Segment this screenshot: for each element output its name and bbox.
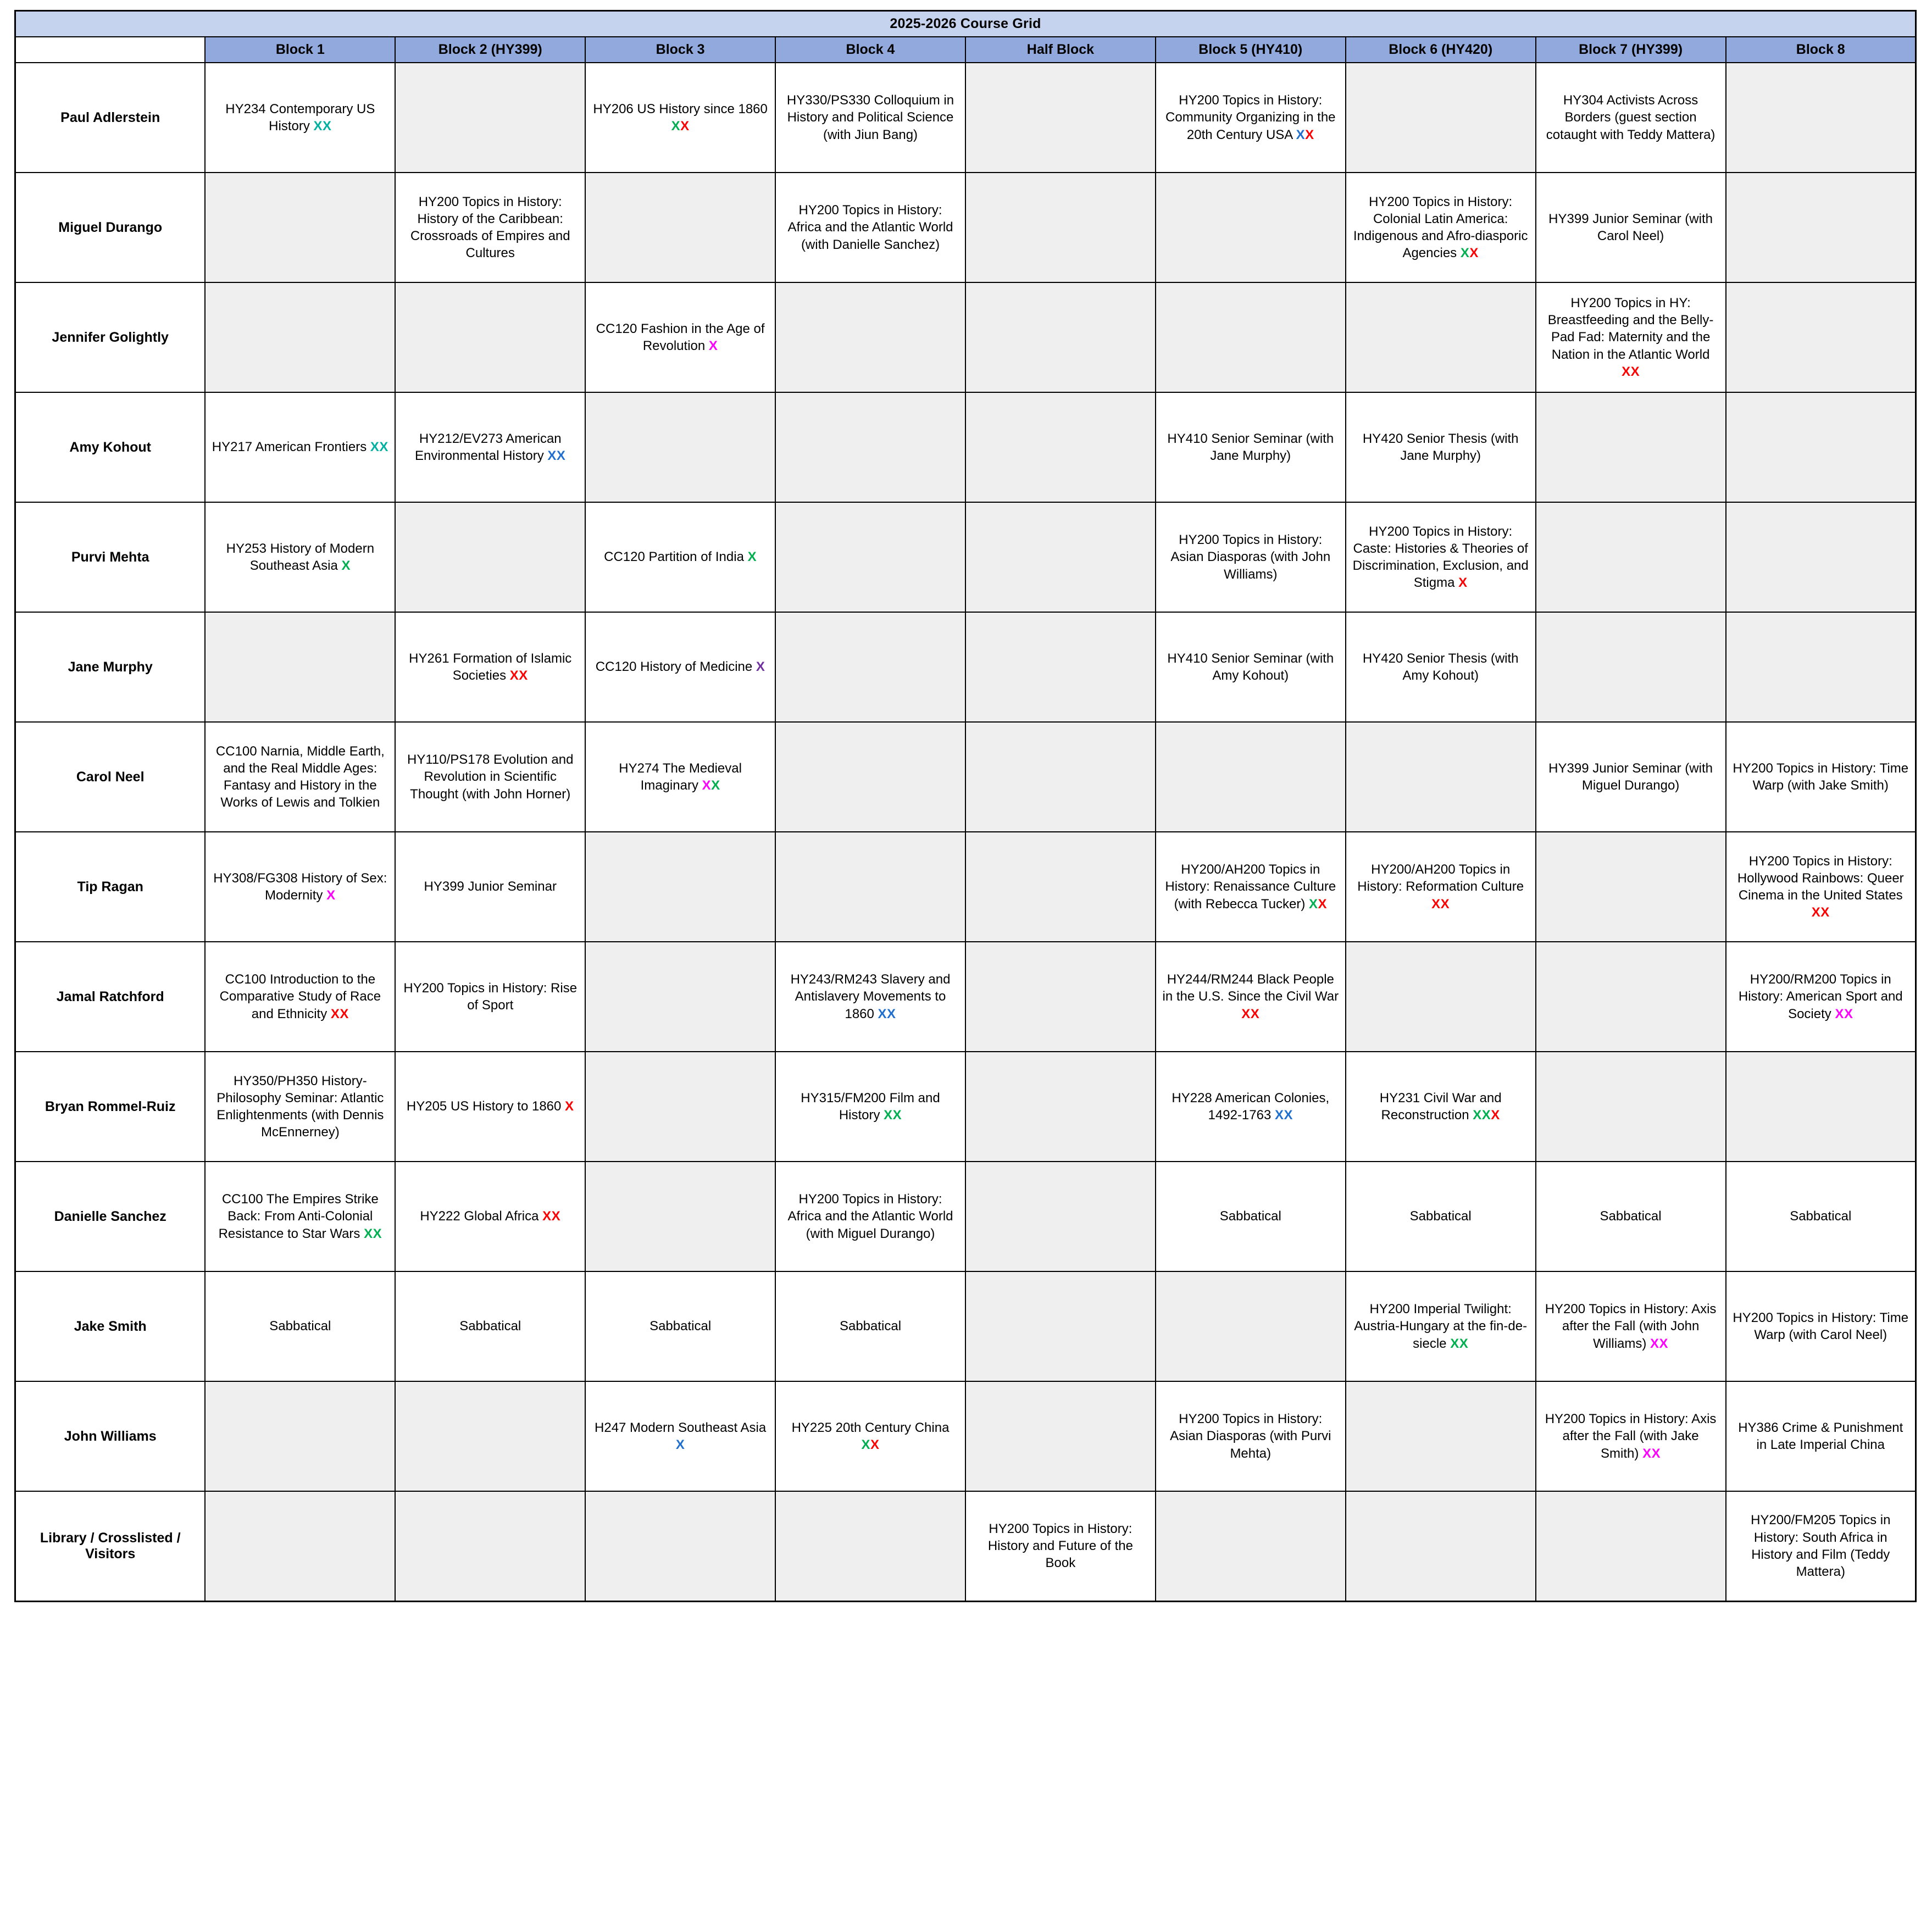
enrollment-mark: XX bbox=[1642, 1446, 1661, 1461]
course-cell bbox=[1346, 392, 1536, 502]
enrollment-mark: X bbox=[1318, 896, 1328, 912]
course-cell bbox=[1346, 832, 1536, 942]
course-cell bbox=[585, 942, 775, 1052]
course-cell bbox=[585, 1381, 775, 1491]
course-text: HY222 Global Africa bbox=[420, 1209, 543, 1224]
course-cell bbox=[1346, 63, 1536, 173]
course-cell bbox=[1536, 392, 1726, 502]
enrollment-mark: X bbox=[702, 778, 712, 793]
course-text: HY231 Civil War and Reconstruction bbox=[1379, 1090, 1502, 1123]
course-cell bbox=[205, 502, 395, 612]
course-cell bbox=[1536, 63, 1726, 173]
course-cell bbox=[965, 722, 1156, 832]
course-cell bbox=[775, 502, 965, 612]
course-cell bbox=[585, 722, 775, 832]
course-cell bbox=[1726, 282, 1916, 392]
course-cell bbox=[395, 173, 585, 282]
course-cell bbox=[1156, 502, 1346, 612]
table-row bbox=[15, 1271, 1916, 1381]
course-cell bbox=[1726, 502, 1916, 612]
course-cell bbox=[965, 502, 1156, 612]
course-text: Sabbatical bbox=[839, 1319, 902, 1334]
enrollment-mark: XX bbox=[547, 448, 566, 463]
course-text: HY200 Topics in History: Asian Diasporas (with Purvi Mehta) bbox=[1170, 1412, 1331, 1461]
column-header-block-7: Block 7 (HY399) bbox=[1536, 37, 1726, 63]
course-text: HY399 Junior Seminar (with Miguel Durango) bbox=[1548, 760, 1713, 793]
course-cell bbox=[1536, 832, 1726, 942]
course-cell bbox=[585, 1162, 775, 1271]
course-cell bbox=[1156, 1491, 1346, 1601]
enrollment-mark: X bbox=[1469, 246, 1479, 261]
course-cell bbox=[965, 942, 1156, 1052]
course-cell bbox=[1346, 282, 1536, 392]
course-text: HY420 Senior Thesis (with Jane Murphy) bbox=[1362, 431, 1519, 463]
course-text: Sabbatical bbox=[1219, 1209, 1281, 1224]
enrollment-mark: XX bbox=[878, 1006, 896, 1021]
enrollment-mark: XX bbox=[370, 440, 388, 455]
course-cell bbox=[965, 173, 1156, 282]
course-cell bbox=[775, 1052, 965, 1162]
course-cell bbox=[965, 282, 1156, 392]
column-header-half-block: Half Block bbox=[965, 37, 1156, 63]
column-header-block-8: Block 8 bbox=[1726, 37, 1916, 63]
course-cell bbox=[1536, 282, 1726, 392]
course-cell bbox=[965, 1052, 1156, 1162]
course-cell bbox=[585, 63, 775, 173]
enrollment-mark: X bbox=[341, 558, 351, 573]
course-cell bbox=[395, 1271, 585, 1381]
course-cell bbox=[395, 392, 585, 502]
column-header-block-3: Block 3 bbox=[585, 37, 775, 63]
course-cell bbox=[1156, 1271, 1346, 1381]
course-cell bbox=[1156, 1162, 1346, 1271]
course-text: HY200 Topics in History: Rise of Sport bbox=[403, 980, 578, 1013]
course-text: Sabbatical bbox=[649, 1319, 712, 1334]
enrollment-mark: XX bbox=[1650, 1336, 1669, 1351]
enrollment-mark: X bbox=[675, 1437, 685, 1452]
grid-body bbox=[15, 63, 1916, 1601]
course-cell bbox=[775, 722, 965, 832]
course-cell bbox=[1536, 942, 1726, 1052]
course-cell bbox=[775, 942, 965, 1052]
course-text: HY330/PS330 Colloquium in History and Political Science (with Jiun Bang) bbox=[786, 93, 954, 142]
column-header-block-6: Block 6 (HY420) bbox=[1346, 37, 1536, 63]
course-text: HY200 Topics in History: Community Organizing in the 20th Century USA bbox=[1165, 93, 1336, 142]
title-row bbox=[15, 11, 1916, 37]
course-text: HY110/PS178 Evolution and Revolution in Scientific Thought (with John Horner) bbox=[407, 752, 574, 802]
course-cell bbox=[1536, 1381, 1726, 1491]
course-text: HY200 Topics in History: History of the Caribbean: Crossroads of Empires and Cultures bbox=[410, 194, 570, 261]
course-cell bbox=[585, 502, 775, 612]
course-cell bbox=[1346, 942, 1536, 1052]
course-cell bbox=[1536, 502, 1726, 612]
enrollment-mark: XX bbox=[1835, 1006, 1853, 1021]
course-cell bbox=[205, 63, 395, 173]
table-row bbox=[15, 1162, 1916, 1271]
faculty-name-cell: Miguel Durango bbox=[15, 173, 206, 282]
course-text: HY200 Topics in History: Hollywood Rainbows: Queer Cinema in the United States bbox=[1737, 853, 1904, 903]
course-cell bbox=[585, 392, 775, 502]
course-cell bbox=[1156, 1381, 1346, 1491]
course-text: H247 Modern Southeast Asia bbox=[595, 1420, 767, 1435]
course-text: HY200/FM205 Topics in History: South Africa in History and Film (Teddy Mattera) bbox=[1751, 1513, 1891, 1579]
column-header-row bbox=[15, 37, 1916, 63]
course-cell bbox=[1726, 612, 1916, 722]
course-cell bbox=[775, 1381, 965, 1491]
enrollment-mark: XX bbox=[1275, 1108, 1293, 1123]
course-cell bbox=[775, 1162, 965, 1271]
enrollment-mark: XX bbox=[364, 1226, 382, 1241]
enrollment-mark: XX bbox=[542, 1209, 561, 1224]
course-text: Sabbatical bbox=[459, 1319, 521, 1334]
course-cell bbox=[205, 282, 395, 392]
course-text: Sabbatical bbox=[269, 1319, 331, 1334]
course-text: CC120 Partition of India bbox=[604, 549, 748, 565]
enrollment-mark: XX bbox=[1811, 905, 1830, 920]
course-cell bbox=[585, 173, 775, 282]
course-cell bbox=[775, 63, 965, 173]
course-text: Sabbatical bbox=[1790, 1209, 1852, 1224]
course-text: CC100 The Empires Strike Back: From Anti-Colonial Resistance to Star Wars bbox=[218, 1192, 379, 1241]
course-text: HY386 Crime & Punishment in Late Imperial China bbox=[1738, 1420, 1903, 1452]
enrollment-mark: X bbox=[861, 1437, 870, 1452]
course-cell bbox=[1346, 1271, 1536, 1381]
course-cell bbox=[395, 722, 585, 832]
enrollment-mark: X bbox=[870, 1437, 880, 1452]
course-text: HY244/RM244 Black People in the U.S. Since the Civil War bbox=[1162, 972, 1339, 1004]
enrollment-mark: X bbox=[326, 888, 336, 903]
course-text: Sabbatical bbox=[1600, 1209, 1662, 1224]
course-cell bbox=[1346, 722, 1536, 832]
course-text: CC100 Introduction to the Comparative Study of Race and Ethnicity bbox=[219, 972, 381, 1021]
course-text: HY200 Topics in History: Time Warp (with Jake Smith) bbox=[1733, 760, 1909, 793]
course-cell bbox=[965, 1381, 1156, 1491]
course-cell bbox=[775, 173, 965, 282]
course-text: HY200/AH200 Topics in History: Reformation Culture bbox=[1357, 862, 1524, 895]
course-cell bbox=[205, 392, 395, 502]
course-cell bbox=[1156, 1052, 1346, 1162]
course-cell bbox=[775, 282, 965, 392]
course-cell bbox=[1346, 612, 1536, 722]
course-text: HY234 Contemporary US History bbox=[225, 101, 375, 134]
enrollment-mark: X bbox=[1491, 1108, 1500, 1123]
course-cell bbox=[395, 612, 585, 722]
course-cell bbox=[205, 1162, 395, 1271]
course-cell bbox=[395, 832, 585, 942]
enrollment-mark: X bbox=[680, 119, 690, 134]
course-cell bbox=[205, 1491, 395, 1601]
course-cell bbox=[205, 612, 395, 722]
course-text: HY315/FM200 Film and History bbox=[801, 1090, 940, 1123]
course-cell bbox=[1726, 1271, 1916, 1381]
table-row bbox=[15, 282, 1916, 392]
course-cell bbox=[205, 722, 395, 832]
course-text: HY200/AH200 Topics in History: Renaissance Culture (with Rebecca Tucker) bbox=[1165, 862, 1336, 912]
course-text: HY261 Formation of Islamic Societies bbox=[409, 651, 572, 683]
column-header-block-4: Block 4 bbox=[775, 37, 965, 63]
course-text: HY308/FG308 History of Sex: Modernity bbox=[213, 870, 387, 903]
column-header-block-5: Block 5 (HY410) bbox=[1156, 37, 1346, 63]
course-cell bbox=[1346, 173, 1536, 282]
course-text: HY243/RM243 Slavery and Antislavery Movements to 1860 bbox=[790, 972, 951, 1021]
course-text: HY410 Senior Seminar (with Amy Kohout) bbox=[1167, 651, 1334, 683]
table-row bbox=[15, 1491, 1916, 1601]
course-text: HY200 Topics in History: Time Warp (with Carol Neel) bbox=[1733, 1310, 1909, 1342]
course-text: HY205 US History to 1860 bbox=[406, 1099, 565, 1114]
course-text: CC100 Narnia, Middle Earth, and the Real Middle Ages: Fantasy and History in the Works of Lewis and Tolkien bbox=[215, 743, 385, 810]
course-cell bbox=[1726, 1052, 1916, 1162]
course-text: HY350/PH350 History-Philosophy Seminar: Atlantic Enlightenments (with Dennis McEnnerney) bbox=[216, 1073, 384, 1140]
course-cell bbox=[585, 1491, 775, 1601]
course-cell bbox=[1536, 1271, 1726, 1381]
enrollment-mark: X bbox=[1296, 127, 1306, 142]
course-cell bbox=[1726, 173, 1916, 282]
course-text: HY200 Imperial Twilight: Austria-Hungary at the fin-de-siecle bbox=[1354, 1302, 1528, 1351]
course-cell bbox=[1156, 612, 1346, 722]
course-text: HY274 The Medieval Imaginary bbox=[619, 760, 742, 793]
course-cell bbox=[1536, 1491, 1726, 1601]
table-row bbox=[15, 392, 1916, 502]
course-grid-table bbox=[14, 10, 1917, 1602]
enrollment-mark: XX bbox=[1622, 364, 1640, 379]
enrollment-mark: XX bbox=[313, 119, 332, 134]
course-text: CC120 History of Medicine bbox=[595, 659, 756, 675]
enrollment-mark: XX bbox=[330, 1006, 349, 1021]
course-cell bbox=[965, 63, 1156, 173]
course-cell bbox=[965, 1491, 1156, 1601]
course-text: HY212/EV273 American Environmental History bbox=[415, 431, 562, 463]
faculty-name-cell: Danielle Sanchez bbox=[15, 1162, 206, 1271]
course-cell bbox=[205, 1052, 395, 1162]
course-cell bbox=[1536, 173, 1726, 282]
course-text: Sabbatical bbox=[1409, 1209, 1472, 1224]
table-row bbox=[15, 1381, 1916, 1491]
course-cell bbox=[1726, 63, 1916, 173]
course-cell bbox=[1156, 173, 1346, 282]
course-text: HY206 US History since 1860 bbox=[593, 101, 768, 116]
course-cell bbox=[1156, 722, 1346, 832]
enrollment-mark: X bbox=[711, 778, 720, 793]
course-cell bbox=[585, 832, 775, 942]
course-text: HY217 American Frontiers bbox=[212, 440, 370, 455]
course-cell bbox=[1346, 502, 1536, 612]
course-cell bbox=[395, 282, 585, 392]
course-text: HY200 Topics in History: History and Future of the Book bbox=[987, 1521, 1133, 1571]
course-text: HY200 Topics in History: Africa and the Atlantic World (with Miguel Durango) bbox=[787, 1192, 953, 1241]
course-text: HY200 Topics in History: Axis after the Fall (with John Williams) bbox=[1545, 1302, 1717, 1351]
enrollment-mark: XX bbox=[1450, 1336, 1469, 1351]
course-text: HY304 Activists Across Borders (guest section cotaught with Teddy Mattera) bbox=[1546, 93, 1716, 142]
course-cell bbox=[775, 392, 965, 502]
course-cell bbox=[775, 1491, 965, 1601]
enrollment-mark: X bbox=[1460, 246, 1470, 261]
enrollment-mark: X bbox=[747, 549, 757, 565]
faculty-name-cell: Library / Crosslisted / Visitors bbox=[15, 1491, 206, 1601]
course-text: HY200 Topics in History: Africa and the Atlantic World (with Danielle Sanchez) bbox=[787, 203, 953, 252]
course-cell bbox=[585, 282, 775, 392]
course-cell bbox=[1726, 942, 1916, 1052]
enrollment-mark: X bbox=[756, 659, 765, 675]
faculty-name-cell: Jennifer Golightly bbox=[15, 282, 206, 392]
course-cell bbox=[1346, 1162, 1536, 1271]
course-text: HY200 Topics in History: Caste: Histories & Theories of Discrimination, Exclusion, and Stigma bbox=[1352, 524, 1529, 591]
course-text: HY253 History of Modern Southeast Asia bbox=[226, 541, 375, 573]
faculty-name-cell: Purvi Mehta bbox=[15, 502, 206, 612]
course-cell bbox=[395, 1052, 585, 1162]
table-row bbox=[15, 612, 1916, 722]
course-cell bbox=[775, 612, 965, 722]
course-cell bbox=[1536, 1052, 1726, 1162]
enrollment-mark: X bbox=[1305, 127, 1314, 142]
course-cell bbox=[395, 942, 585, 1052]
course-cell bbox=[395, 63, 585, 173]
table-row bbox=[15, 63, 1916, 173]
course-text: HY200 Topics in History: Asian Diasporas (with John Williams) bbox=[1170, 532, 1331, 582]
course-cell bbox=[965, 832, 1156, 942]
course-cell bbox=[1346, 1052, 1536, 1162]
enrollment-mark: XX bbox=[509, 668, 528, 683]
course-cell bbox=[1536, 722, 1726, 832]
faculty-name-cell: Jake Smith bbox=[15, 1271, 206, 1381]
enrollment-mark: X bbox=[708, 338, 718, 353]
course-cell bbox=[1156, 392, 1346, 502]
course-text: HY225 20th Century China bbox=[791, 1420, 950, 1435]
course-text: HY410 Senior Seminar (with Jane Murphy) bbox=[1167, 431, 1334, 463]
course-cell bbox=[205, 1271, 395, 1381]
course-cell bbox=[1156, 832, 1346, 942]
course-cell bbox=[395, 1162, 585, 1271]
course-cell bbox=[1726, 722, 1916, 832]
grid-header bbox=[15, 11, 1916, 63]
enrollment-mark: X bbox=[671, 119, 681, 134]
course-cell bbox=[395, 1381, 585, 1491]
table-row bbox=[15, 502, 1916, 612]
grid-title: 2025-2026 Course Grid bbox=[15, 11, 1916, 37]
faculty-name-cell: Jane Murphy bbox=[15, 612, 206, 722]
course-cell bbox=[205, 942, 395, 1052]
course-cell bbox=[1536, 1162, 1726, 1271]
course-cell bbox=[1726, 392, 1916, 502]
course-cell bbox=[585, 612, 775, 722]
column-header-block-1: Block 1 bbox=[205, 37, 395, 63]
faculty-name-cell: Carol Neel bbox=[15, 722, 206, 832]
table-row bbox=[15, 1052, 1916, 1162]
course-text: CC120 Fashion in the Age of Revolution bbox=[596, 321, 765, 353]
course-cell bbox=[1726, 1162, 1916, 1271]
corner-cell bbox=[15, 37, 206, 63]
course-text: HY228 American Colonies, 1492-1763 bbox=[1172, 1090, 1330, 1123]
faculty-name-cell: Paul Adlerstein bbox=[15, 63, 206, 173]
course-cell bbox=[965, 1271, 1156, 1381]
enrollment-mark: X bbox=[1308, 896, 1318, 912]
course-cell bbox=[1726, 832, 1916, 942]
course-cell bbox=[1346, 1491, 1536, 1601]
course-cell bbox=[965, 392, 1156, 502]
course-cell bbox=[775, 832, 965, 942]
course-cell bbox=[1156, 63, 1346, 173]
course-cell bbox=[1156, 942, 1346, 1052]
course-cell bbox=[1156, 282, 1346, 392]
faculty-name-cell: Bryan Rommel-Ruiz bbox=[15, 1052, 206, 1162]
table-row bbox=[15, 173, 1916, 282]
course-text: HY399 Junior Seminar bbox=[424, 879, 557, 895]
course-cell bbox=[1726, 1491, 1916, 1601]
course-text: HY200 Topics in HY: Breastfeeding and the Belly-Pad Fad: Maternity and the Nation in the Atlantic World bbox=[1547, 296, 1714, 362]
enrollment-mark: XX bbox=[1241, 1006, 1260, 1021]
column-header-block-2: Block 2 (HY399) bbox=[395, 37, 585, 63]
course-cell bbox=[205, 173, 395, 282]
course-cell bbox=[1536, 612, 1726, 722]
faculty-name-cell: Amy Kohout bbox=[15, 392, 206, 502]
course-cell bbox=[585, 1271, 775, 1381]
course-cell bbox=[965, 1162, 1156, 1271]
course-text: HY200/RM200 Topics in History: American Sport and Society bbox=[1738, 972, 1903, 1021]
table-row bbox=[15, 722, 1916, 832]
enrollment-mark: X bbox=[1458, 575, 1468, 591]
table-row bbox=[15, 832, 1916, 942]
course-text: HY200 Topics in History: Axis after the Fall (with Jake Smith) bbox=[1545, 1412, 1717, 1461]
course-cell bbox=[1346, 1381, 1536, 1491]
faculty-name-cell: Jamal Ratchford bbox=[15, 942, 206, 1052]
course-cell bbox=[775, 1271, 965, 1381]
course-cell bbox=[205, 1381, 395, 1491]
enrollment-mark: XX bbox=[1473, 1108, 1491, 1123]
course-text: HY200 Topics in History: Colonial Latin America: Indigenous and Afro-diasporic Agencies bbox=[1353, 194, 1528, 261]
enrollment-mark: X bbox=[565, 1099, 574, 1114]
course-cell bbox=[395, 502, 585, 612]
course-cell bbox=[1726, 1381, 1916, 1491]
course-cell bbox=[205, 832, 395, 942]
course-text: HY399 Junior Seminar (with Carol Neel) bbox=[1548, 211, 1713, 243]
course-cell bbox=[965, 612, 1156, 722]
course-text: HY420 Senior Thesis (with Amy Kohout) bbox=[1362, 651, 1519, 683]
table-row bbox=[15, 942, 1916, 1052]
course-cell bbox=[585, 1052, 775, 1162]
faculty-name-cell: John Williams bbox=[15, 1381, 206, 1491]
enrollment-mark: XX bbox=[884, 1108, 902, 1123]
enrollment-mark: XX bbox=[1431, 896, 1450, 912]
faculty-name-cell: Tip Ragan bbox=[15, 832, 206, 942]
course-cell bbox=[395, 1491, 585, 1601]
